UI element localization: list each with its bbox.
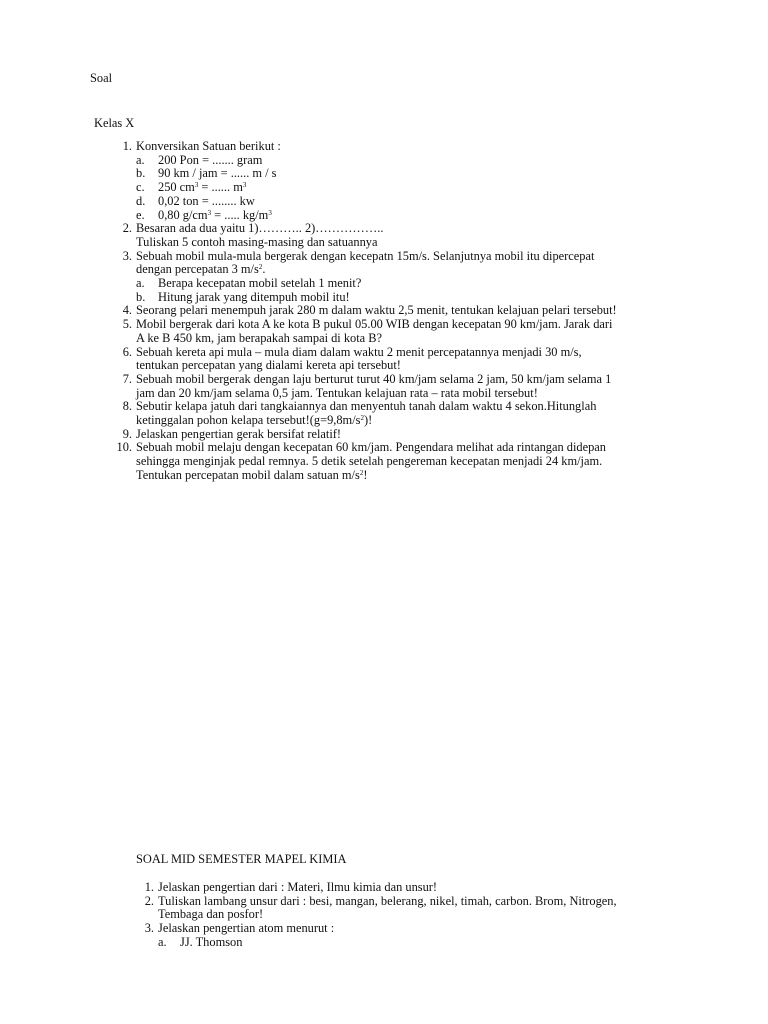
question-text-line: Sebuah mobil mula-mula bergerak dengan kecepatn 15m/s. Selanjutnya mobil itu dipercepat <box>136 248 595 263</box>
question-text-line: Jelaskan pengertian gerak bersifat relatif! <box>136 426 342 441</box>
sub-question-letter: a. <box>136 152 145 167</box>
sub-question-letter: c. <box>136 180 145 195</box>
sub-question <box>136 209 617 223</box>
sub-question-letter: d. <box>136 193 146 208</box>
sub-question <box>136 195 617 209</box>
sub-question <box>136 154 617 168</box>
sub-question-text: JJ. Thomson <box>180 934 243 949</box>
sub-question-text: 0,02 ton = ........ kw <box>158 193 255 208</box>
physics-question-list <box>116 139 617 483</box>
question-text-line: dengan percepatan 3 $m/s^2$. <box>136 262 266 277</box>
question-text-line: ketinggalan pohon kelapa $tersebut!(g=9,8m/s^2)$! <box>136 413 373 428</box>
chemistry-question-1 <box>144 880 617 895</box>
question-text-line: Besaran ada dua yaitu 1)……….. 2)…………….. <box>136 221 384 236</box>
question-text-line: Sebuah mobil bergerak dengan laju berturut turut 40 km/jam selama 2 jam, 50 km/jam selama 1 <box>136 371 612 386</box>
question-text-line: A ke B 450 km, jam berapakah sampai di kota B? <box>136 330 383 345</box>
physics-question-6 <box>122 344 617 373</box>
sub-question-text: 200 Pon = ....... gram <box>158 152 263 167</box>
sub-question <box>136 167 617 181</box>
chemistry-question-list <box>144 880 617 950</box>
question-text-line: Jelaskan pengertian atom menurut : <box>158 921 335 936</box>
sub-question-text: Berapa kecepatan mobil setelah 1 menit? <box>158 276 362 291</box>
question-text-line: Tembaga dan posfor! <box>158 907 264 922</box>
question-number: 3. <box>122 248 132 263</box>
sub-question <box>136 277 617 291</box>
physics-question-10 <box>116 440 617 482</box>
question-text-line: Seorang pelari menempuh jarak 280 m dalam waktu 2,5 menit, tentukan kelajuan pelari tersebut! <box>136 303 617 318</box>
question-number: 1. <box>122 139 132 153</box>
physics-question-1 <box>122 139 617 222</box>
question-text-line: Sebutir kelapa jatuh dari tangkaiannya dan menyentuh tanah dalam waktu 4 sekon.Hitunglah <box>136 399 597 414</box>
physics-question-2 <box>122 221 617 249</box>
sub-question-letter: a. <box>158 934 167 949</box>
sub-question-letter: b. <box>136 289 146 304</box>
sub-question <box>158 936 617 950</box>
section-title: SOAL MID SEMESTER MAPEL KIMIA <box>136 852 347 866</box>
question-number: 2. <box>144 893 154 908</box>
question-number: 2. <box>122 221 132 236</box>
physics-question-3 <box>122 248 617 305</box>
physics-question-9 <box>122 426 617 442</box>
sub-question <box>136 181 617 195</box>
question-text-line: Konversikan Satuan berikut : <box>136 139 281 153</box>
question-number: 1. <box>144 880 154 894</box>
sub-question-letter: e. <box>136 207 145 222</box>
class-label: Kelas X <box>94 116 135 130</box>
question-number: 6. <box>122 344 132 359</box>
physics-question-4 <box>122 303 617 318</box>
question-text-line: jam dan 20 km/jam selama 0,5 jam. Tentukan kelajuan rata – rata mobil tersebut! <box>136 385 538 400</box>
question-text-line: Tuliskan lambang unsur dari : besi, mangan, belerang, nikel, timah, carbon. Brom, Nitrogen, <box>158 893 617 908</box>
physics-question-8 <box>122 399 617 428</box>
sub-question-text: 250 $cm^3$ = ...... $m^3$ <box>158 180 247 195</box>
question-text-line: Tuliskan 5 contoh masing-masing dan satuannya <box>136 234 378 249</box>
question-number: 9. <box>122 426 132 441</box>
sub-question-text: 0,80 $g/cm^3$ = ..... $kg/m^3$ <box>158 207 272 222</box>
sub-question-letter: a. <box>136 276 145 291</box>
question-text-line: Sebuah kereta api mula – mula diam dalam waktu 2 menit percepatannya menjadi 30 m/s, <box>136 344 582 359</box>
physics-question-5 <box>122 317 617 345</box>
sub-question-text: 90 km / jam = ...... m / s <box>158 166 277 181</box>
question-number: 5. <box>122 317 132 332</box>
question-number: 7. <box>122 371 132 386</box>
question-text-line: Tentukan percepatan mobil dalam satuan $m/s^2$! <box>136 467 368 482</box>
sub-question-text: Hitung jarak yang ditempuh mobil itu! <box>158 289 350 304</box>
chemistry-question-3 <box>144 921 617 949</box>
sub-question <box>136 291 617 305</box>
question-number: 4. <box>122 303 132 318</box>
chemistry-question-2 <box>144 893 617 922</box>
question-number: 8. <box>122 399 132 414</box>
physics-question-7 <box>122 371 617 400</box>
question-number: 3. <box>144 921 154 936</box>
question-text-line: Jelaskan pengertian dari : Materi, Ilmu kimia dan unsur! <box>158 880 438 894</box>
document-title: Soal <box>90 71 113 85</box>
question-number: 10. <box>116 440 132 455</box>
question-text-line: sehingga menginjak pedal remnya. 5 detik setelah pengereman kecepatan menjadi 24 km/jam. <box>136 454 603 469</box>
question-text-line: Mobil bergerak dari kota A ke kota B pukul 05.00 WIB dengan kecepatan 90 km/jam. Jarak dari <box>136 317 613 332</box>
sub-question-letter: b. <box>136 166 146 181</box>
question-text-line: tentukan percepatan yang dialami kereta api tersebut! <box>136 358 401 373</box>
question-text-line: Sebuah mobil melaju dengan kecepatan 60 km/jam. Pengendara melihat ada rintangan didepan <box>136 440 606 455</box>
